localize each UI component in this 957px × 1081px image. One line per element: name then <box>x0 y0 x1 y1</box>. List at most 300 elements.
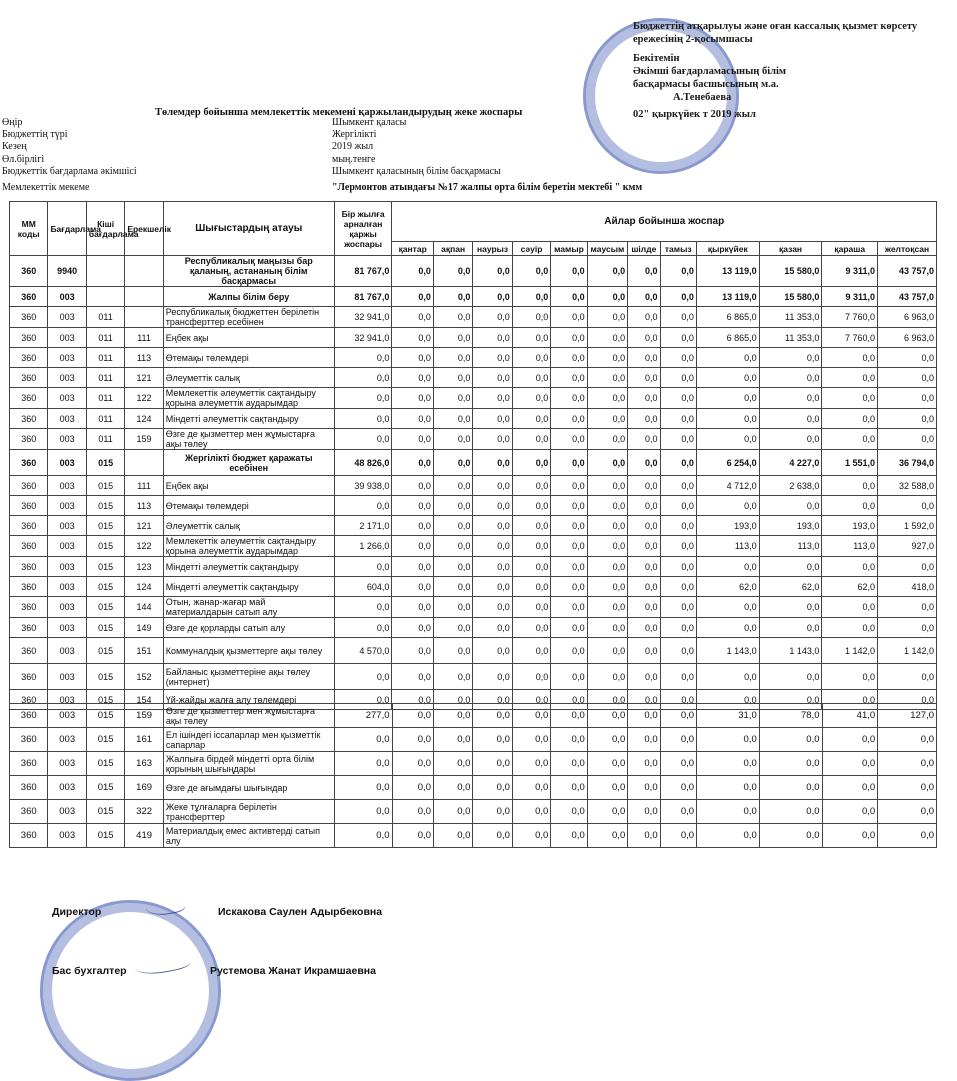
cell-mm-code: 360 <box>10 409 48 429</box>
cell-subprogram: 015 <box>86 577 124 597</box>
table-row <box>10 496 937 516</box>
cell-month-amount: 0,0 <box>878 409 937 429</box>
cell-month-amount: 0,0 <box>587 476 627 496</box>
cell-subprogram: 015 <box>86 450 124 476</box>
cell-month-amount: 0,0 <box>628 429 660 450</box>
cell-month-amount: 113,0 <box>822 536 878 557</box>
cell-month-amount: 0,0 <box>473 638 512 664</box>
financing-plan-table <box>9 201 937 710</box>
cell-annual-amount: 0,0 <box>334 690 392 710</box>
cell-month-amount: 0,0 <box>660 800 696 824</box>
cell-specific: 122 <box>125 388 163 409</box>
cell-mm-code: 360 <box>10 557 48 577</box>
cell-specific: 124 <box>125 409 163 429</box>
cell-mm-code: 360 <box>10 704 48 728</box>
approval-line: басқармасы басшысының м.а. <box>633 79 779 90</box>
cell-program: 003 <box>48 618 86 638</box>
cell-subprogram: 011 <box>86 328 124 348</box>
cell-mm-code: 360 <box>10 752 48 776</box>
cell-program: 003 <box>48 516 86 536</box>
cell-month-amount: 0,0 <box>822 476 878 496</box>
cell-month-amount: 0,0 <box>628 516 660 536</box>
cell-month-amount: 0,0 <box>473 704 512 728</box>
cell-month-amount: 0,0 <box>697 752 760 776</box>
cell-expense-name: Міндетті әлеуметтік сақтандыру <box>163 557 334 577</box>
cell-program: 003 <box>48 348 86 368</box>
cell-month-amount: 0,0 <box>551 348 587 368</box>
cell-month-amount: 0,0 <box>628 618 660 638</box>
cell-month-amount: 0,0 <box>759 557 822 577</box>
cell-month-amount: 0,0 <box>878 690 937 710</box>
document-meta <box>2 117 702 194</box>
cell-month-amount: 0,0 <box>878 664 937 690</box>
cell-month-amount: 0,0 <box>660 618 696 638</box>
official-stamp-bottom <box>40 900 221 1081</box>
cell-month-amount: 0,0 <box>660 450 696 476</box>
cell-month-amount: 0,0 <box>628 597 660 618</box>
document-title: Төлемдер бойынша мемлекеттік мекемені қаржыландырудың жеке жоспары <box>155 107 523 118</box>
cell-month-amount: 0,0 <box>822 824 878 848</box>
cell-month-amount: 0,0 <box>392 536 433 557</box>
cell-mm-code: 360 <box>10 476 48 496</box>
cell-month-amount: 0,0 <box>587 450 627 476</box>
cell-month-amount: 0,0 <box>512 496 550 516</box>
cell-program: 003 <box>48 328 86 348</box>
cell-mm-code: 360 <box>10 664 48 690</box>
cell-subprogram: 015 <box>86 557 124 577</box>
cell-month-amount: 0,0 <box>551 536 587 557</box>
cell-month-amount: 0,0 <box>660 516 696 536</box>
cell-month-amount: 193,0 <box>759 516 822 536</box>
cell-month-amount: 0,0 <box>878 557 937 577</box>
cell-month-amount: 0,0 <box>433 368 472 388</box>
cell-month-amount: 0,0 <box>473 328 512 348</box>
cell-specific <box>125 287 163 307</box>
cell-month-amount: 0,0 <box>392 328 433 348</box>
cell-expense-name: Өзге де қорларды сатып алу <box>163 618 334 638</box>
table-body <box>10 256 937 710</box>
cell-subprogram: 015 <box>86 800 124 824</box>
cell-annual-amount: 81 767,0 <box>334 256 392 287</box>
header-month: шілде <box>628 242 660 256</box>
cell-program: 003 <box>48 690 86 710</box>
cell-month-amount: 0,0 <box>551 704 587 728</box>
cell-subprogram <box>86 256 124 287</box>
table-row <box>10 557 937 577</box>
cell-subprogram: 015 <box>86 776 124 800</box>
cell-specific: 121 <box>125 368 163 388</box>
table-row <box>10 516 937 536</box>
cell-month-amount: 0,0 <box>433 824 472 848</box>
cell-program: 003 <box>48 388 86 409</box>
cell-month-amount: 0,0 <box>587 496 627 516</box>
cell-month-amount: 0,0 <box>551 409 587 429</box>
cell-month-amount: 0,0 <box>392 704 433 728</box>
cell-month-amount: 0,0 <box>433 618 472 638</box>
cell-month-amount: 0,0 <box>878 348 937 368</box>
approval-line: ережесінің 2-қосымшасы <box>633 34 753 45</box>
cell-annual-amount: 0,0 <box>334 664 392 690</box>
table-row <box>10 476 937 496</box>
cell-month-amount: 0,0 <box>587 516 627 536</box>
cell-month-amount: 0,0 <box>628 496 660 516</box>
cell-month-amount: 11 353,0 <box>759 328 822 348</box>
cell-subprogram: 015 <box>86 752 124 776</box>
cell-month-amount: 0,0 <box>551 429 587 450</box>
cell-month-amount: 0,0 <box>660 536 696 557</box>
cell-month-amount: 0,0 <box>551 256 587 287</box>
cell-annual-amount: 0,0 <box>334 429 392 450</box>
cell-subprogram: 011 <box>86 348 124 368</box>
cell-month-amount: 0,0 <box>759 409 822 429</box>
cell-subprogram: 015 <box>86 476 124 496</box>
cell-month-amount: 0,0 <box>512 557 550 577</box>
cell-specific: 161 <box>125 728 163 752</box>
cell-month-amount: 0,0 <box>660 577 696 597</box>
cell-month-amount: 0,0 <box>473 287 512 307</box>
cell-expense-name: Үй-жайды жалға алу төлемдері <box>163 690 334 710</box>
table-row <box>10 728 937 752</box>
cell-specific: 322 <box>125 800 163 824</box>
director-name: Искакова Саулен Адырбековна <box>218 906 383 918</box>
cell-month-amount: 0,0 <box>392 776 433 800</box>
meta-key: Мемлекеттік мекеме <box>2 181 90 193</box>
cell-month-amount: 0,0 <box>878 368 937 388</box>
cell-month-amount: 0,0 <box>512 638 550 664</box>
cell-month-amount: 0,0 <box>878 752 937 776</box>
cell-month-amount: 0,0 <box>473 597 512 618</box>
cell-specific: 169 <box>125 776 163 800</box>
cell-month-amount: 0,0 <box>392 664 433 690</box>
meta-key: Кезең <box>2 141 27 153</box>
table-row <box>10 800 937 824</box>
accountant-name: Рустемова Жанат Икрамшаевна <box>210 965 376 977</box>
cell-month-amount: 0,0 <box>587 388 627 409</box>
cell-month-amount: 0,0 <box>587 690 627 710</box>
table-row <box>10 704 937 728</box>
cell-month-amount: 0,0 <box>512 476 550 496</box>
cell-program: 003 <box>48 476 86 496</box>
cell-month-amount: 0,0 <box>660 728 696 752</box>
cell-month-amount: 6 254,0 <box>696 450 759 476</box>
cell-month-amount: 0,0 <box>512 704 550 728</box>
cell-month-amount: 0,0 <box>433 557 472 577</box>
cell-month-amount: 0,0 <box>660 429 696 450</box>
cell-month-amount: 0,0 <box>628 536 660 557</box>
cell-mm-code: 360 <box>10 824 48 848</box>
cell-month-amount: 0,0 <box>822 388 878 409</box>
cell-specific: 154 <box>125 690 163 710</box>
cell-annual-amount: 1 266,0 <box>334 536 392 557</box>
header-month: қазан <box>759 242 822 256</box>
cell-annual-amount: 4 570,0 <box>334 638 392 664</box>
cell-month-amount: 0,0 <box>587 368 627 388</box>
cell-mm-code: 360 <box>10 450 48 476</box>
cell-month-amount: 36 794,0 <box>878 450 937 476</box>
cell-mm-code: 360 <box>10 728 48 752</box>
cell-specific: 159 <box>125 429 163 450</box>
cell-month-amount: 0,0 <box>587 577 627 597</box>
cell-month-amount: 0,0 <box>473 824 512 848</box>
cell-month-amount: 9 311,0 <box>822 256 878 287</box>
cell-month-amount: 0,0 <box>473 476 512 496</box>
cell-month-amount: 0,0 <box>433 728 472 752</box>
cell-month-amount: 0,0 <box>697 824 760 848</box>
cell-specific: 111 <box>125 476 163 496</box>
cell-specific: 113 <box>125 348 163 368</box>
cell-month-amount: 0,0 <box>822 557 878 577</box>
table-row <box>10 664 937 690</box>
cell-month-amount: 0,0 <box>587 429 627 450</box>
cell-month-amount: 0,0 <box>878 728 937 752</box>
cell-month-amount: 0,0 <box>433 496 472 516</box>
cell-month-amount: 0,0 <box>392 800 433 824</box>
cell-program: 003 <box>48 307 86 328</box>
cell-month-amount: 0,0 <box>628 690 660 710</box>
cell-month-amount: 0,0 <box>628 287 660 307</box>
cell-subprogram <box>86 287 124 307</box>
cell-expense-name: Мемлекеттік әлеуметтік сақтандыру қорына әлеуметтік аударымдар <box>163 388 334 409</box>
cell-month-amount: 0,0 <box>587 287 627 307</box>
cell-mm-code: 360 <box>10 776 48 800</box>
cell-program: 003 <box>48 450 86 476</box>
cell-month-amount: 418,0 <box>878 577 937 597</box>
cell-month-amount: 0,0 <box>628 409 660 429</box>
cell-month-amount: 0,0 <box>822 597 878 618</box>
cell-month-amount: 1 551,0 <box>822 450 878 476</box>
table-row <box>10 256 937 287</box>
cell-annual-amount: 0,0 <box>334 824 392 848</box>
cell-month-amount: 0,0 <box>822 728 878 752</box>
approval-line: А.Тенебаева <box>673 92 732 103</box>
cell-month-amount: 0,0 <box>587 536 627 557</box>
cell-month-amount: 0,0 <box>697 800 760 824</box>
cell-month-amount: 0,0 <box>822 776 878 800</box>
cell-month-amount: 0,0 <box>433 800 472 824</box>
cell-mm-code: 360 <box>10 496 48 516</box>
cell-month-amount: 0,0 <box>392 429 433 450</box>
cell-annual-amount: 0,0 <box>334 752 392 776</box>
cell-month-amount: 15 580,0 <box>759 256 822 287</box>
cell-month-amount: 1 143,0 <box>696 638 759 664</box>
cell-month-amount: 0,0 <box>512 348 550 368</box>
approval-line: Әкімші бағдарламасының білім <box>633 66 787 77</box>
cell-expense-name: Өзге де қызметтер мен жұмыстарға ақы төлеу <box>163 429 334 450</box>
cell-month-amount: 0,0 <box>822 664 878 690</box>
cell-month-amount: 13 119,0 <box>696 287 759 307</box>
cell-month-amount: 4 712,0 <box>696 476 759 496</box>
cell-month-amount: 0,0 <box>433 704 472 728</box>
cell-month-amount: 0,0 <box>759 752 822 776</box>
cell-month-amount: 78,0 <box>759 704 822 728</box>
cell-subprogram: 015 <box>86 664 124 690</box>
cell-month-amount: 0,0 <box>660 690 696 710</box>
cell-specific: 419 <box>125 824 163 848</box>
cell-month-amount: 0,0 <box>587 328 627 348</box>
cell-annual-amount: 81 767,0 <box>334 287 392 307</box>
cell-month-amount: 0,0 <box>759 368 822 388</box>
cell-month-amount: 0,0 <box>628 557 660 577</box>
cell-program: 9940 <box>48 256 86 287</box>
cell-month-amount: 0,0 <box>822 690 878 710</box>
cell-month-amount: 0,0 <box>473 664 512 690</box>
header-month: қантар <box>392 242 433 256</box>
cell-month-amount: 0,0 <box>696 597 759 618</box>
header-month: мамыр <box>551 242 587 256</box>
cell-expense-name: Еңбек ақы <box>163 476 334 496</box>
cell-month-amount: 0,0 <box>433 638 472 664</box>
cell-specific: 159 <box>125 704 163 728</box>
cell-mm-code: 360 <box>10 328 48 348</box>
cell-month-amount: 0,0 <box>696 388 759 409</box>
cell-month-amount: 0,0 <box>512 664 550 690</box>
cell-month-amount: 0,0 <box>628 577 660 597</box>
cell-month-amount: 0,0 <box>696 496 759 516</box>
cell-specific: 124 <box>125 577 163 597</box>
cell-subprogram: 015 <box>86 618 124 638</box>
cell-month-amount: 0,0 <box>473 728 512 752</box>
cell-month-amount: 0,0 <box>512 516 550 536</box>
cell-month-amount: 4 227,0 <box>759 450 822 476</box>
cell-month-amount: 6 865,0 <box>696 307 759 328</box>
cell-month-amount: 7 760,0 <box>822 328 878 348</box>
cell-month-amount: 6 963,0 <box>878 307 937 328</box>
table-row <box>10 328 937 348</box>
cell-program: 003 <box>48 287 86 307</box>
table-row <box>10 597 937 618</box>
cell-month-amount: 0,0 <box>660 557 696 577</box>
cell-month-amount: 0,0 <box>512 800 550 824</box>
cell-month-amount: 0,0 <box>822 409 878 429</box>
cell-month-amount: 1 142,0 <box>822 638 878 664</box>
cell-month-amount: 0,0 <box>660 704 696 728</box>
cell-mm-code: 360 <box>10 618 48 638</box>
cell-expense-name: Байланыс қызметтеріне ақы төлеу (интернет) <box>163 664 334 690</box>
cell-month-amount: 0,0 <box>433 328 472 348</box>
cell-month-amount: 0,0 <box>697 728 760 752</box>
approval-block <box>633 20 933 121</box>
cell-month-amount: 0,0 <box>551 577 587 597</box>
director-label: Директор <box>52 906 102 918</box>
cell-month-amount: 0,0 <box>660 824 696 848</box>
cell-month-amount: 0,0 <box>512 287 550 307</box>
cell-month-amount: 62,0 <box>822 577 878 597</box>
header-annual-plan: Бір жылға арналған қаржы жоспары <box>334 202 392 256</box>
cell-month-amount: 0,0 <box>660 752 696 776</box>
cell-month-amount: 0,0 <box>587 348 627 368</box>
cell-month-amount: 6 963,0 <box>878 328 937 348</box>
cell-month-amount: 0,0 <box>759 618 822 638</box>
cell-month-amount: 0,0 <box>660 256 696 287</box>
cell-month-amount: 0,0 <box>392 496 433 516</box>
cell-expense-name: Әлеуметтік салық <box>163 368 334 388</box>
meta-key: Бюджеттік бағдарлама әкімшісі <box>2 165 137 177</box>
approval-line: Бюджеттің атқарылуы және оған кассалық қызмет көрсету <box>633 21 918 32</box>
cell-month-amount: 0,0 <box>628 824 660 848</box>
cell-annual-amount: 0,0 <box>334 597 392 618</box>
cell-expense-name: Жергілікті бюджет қаражаты есебінен <box>163 450 334 476</box>
cell-annual-amount: 39 938,0 <box>334 476 392 496</box>
cell-subprogram: 011 <box>86 409 124 429</box>
cell-program: 003 <box>48 664 86 690</box>
cell-month-amount: 15 580,0 <box>759 287 822 307</box>
cell-specific: 149 <box>125 618 163 638</box>
table-row <box>10 752 937 776</box>
cell-month-amount: 0,0 <box>392 287 433 307</box>
cell-month-amount: 0,0 <box>628 664 660 690</box>
header-mm-code: ММ коды <box>10 202 48 256</box>
cell-month-amount: 0,0 <box>628 728 660 752</box>
cell-month-amount: 0,0 <box>473 450 512 476</box>
cell-month-amount: 0,0 <box>551 690 587 710</box>
cell-month-amount: 0,0 <box>587 752 627 776</box>
header-month: қараша <box>822 242 878 256</box>
cell-month-amount: 0,0 <box>551 450 587 476</box>
cell-annual-amount: 48 826,0 <box>334 450 392 476</box>
cell-month-amount: 0,0 <box>512 536 550 557</box>
cell-month-amount: 0,0 <box>878 388 937 409</box>
cell-mm-code: 360 <box>10 307 48 328</box>
cell-annual-amount: 0,0 <box>334 388 392 409</box>
table-row <box>10 824 937 848</box>
cell-month-amount: 0,0 <box>628 800 660 824</box>
cell-program: 003 <box>48 557 86 577</box>
cell-program: 003 <box>48 429 86 450</box>
cell-mm-code: 360 <box>10 287 48 307</box>
cell-month-amount: 0,0 <box>433 776 472 800</box>
cell-month-amount: 0,0 <box>473 388 512 409</box>
cell-month-amount: 0,0 <box>822 348 878 368</box>
header-monthly-plan: Айлар бойынша жоспар <box>392 202 937 242</box>
cell-month-amount: 0,0 <box>433 476 472 496</box>
cell-month-amount: 0,0 <box>759 728 822 752</box>
cell-month-amount: 0,0 <box>473 256 512 287</box>
cell-month-amount: 0,0 <box>512 597 550 618</box>
table-header <box>10 202 937 256</box>
cell-month-amount: 62,0 <box>696 577 759 597</box>
cell-specific <box>125 450 163 476</box>
cell-month-amount: 0,0 <box>551 328 587 348</box>
cell-month-amount: 0,0 <box>512 618 550 638</box>
cell-subprogram: 015 <box>86 704 124 728</box>
cell-month-amount: 0,0 <box>696 368 759 388</box>
cell-mm-code: 360 <box>10 368 48 388</box>
cell-month-amount: 0,0 <box>551 496 587 516</box>
header-expense-name: Шығыстардың атауы <box>163 202 334 256</box>
table-row <box>10 388 937 409</box>
cell-month-amount: 0,0 <box>433 256 472 287</box>
cell-annual-amount: 604,0 <box>334 577 392 597</box>
cell-program: 003 <box>48 776 86 800</box>
cell-month-amount: 0,0 <box>587 618 627 638</box>
cell-month-amount: 41,0 <box>822 704 878 728</box>
cell-month-amount: 0,0 <box>433 597 472 618</box>
cell-month-amount: 0,0 <box>433 429 472 450</box>
header-subprogram: Кіші бағдарлама <box>86 202 124 256</box>
cell-month-amount: 0,0 <box>473 348 512 368</box>
cell-expense-name: Мемлекеттік әлеуметтік сақтандыру қорына әлеуметтік аударымдар <box>163 536 334 557</box>
cell-program: 003 <box>48 638 86 664</box>
cell-month-amount: 0,0 <box>392 728 433 752</box>
cell-month-amount: 0,0 <box>473 557 512 577</box>
cell-month-amount: 0,0 <box>512 409 550 429</box>
cell-expense-name: Жалпы білім беру <box>163 287 334 307</box>
cell-month-amount: 0,0 <box>473 690 512 710</box>
cell-month-amount: 0,0 <box>822 752 878 776</box>
cell-expense-name: Әлеуметтік салық <box>163 516 334 536</box>
cell-specific: 123 <box>125 557 163 577</box>
cell-specific: 122 <box>125 536 163 557</box>
